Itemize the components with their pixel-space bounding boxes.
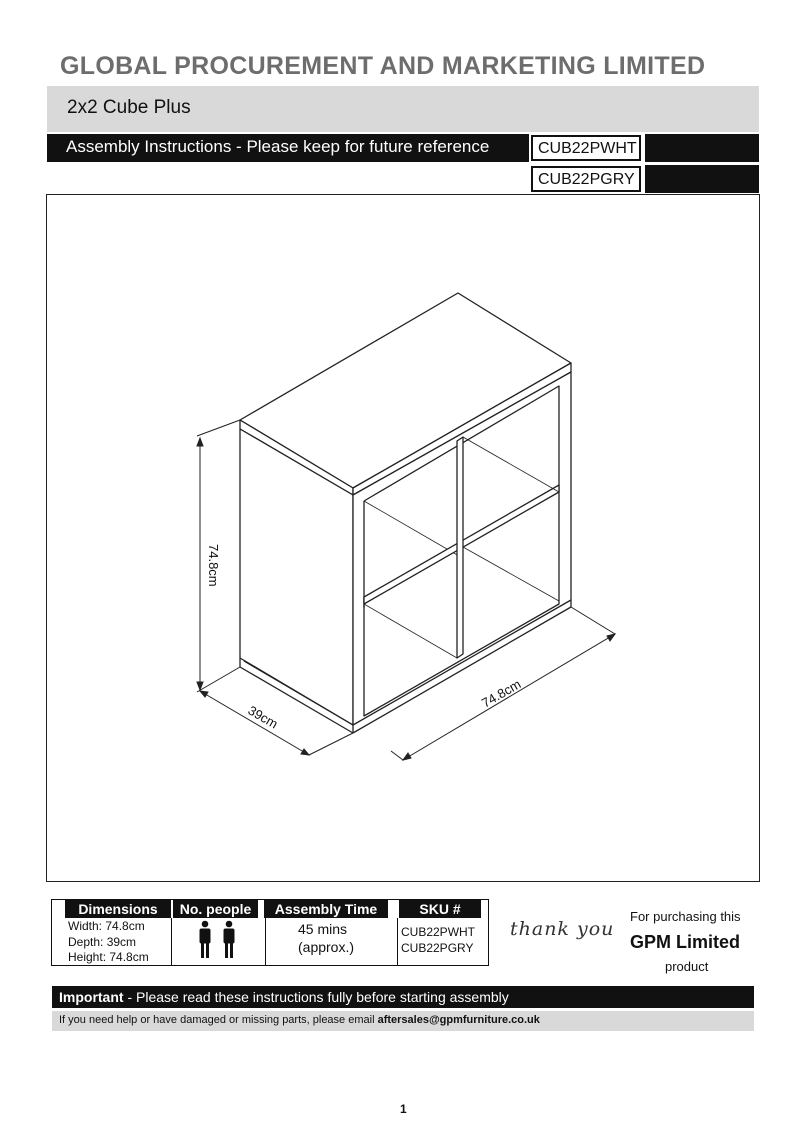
assembly-time-value: 45 mins — [298, 921, 348, 937]
sku-code-cell — [531, 166, 641, 192]
company-title: GLOBAL PROCUREMENT AND MARKETING LIMITED — [60, 52, 706, 80]
important-notice-bar — [52, 986, 754, 1008]
important-label: Important — [59, 989, 124, 1005]
sku-code-1: CUB22PWHT — [401, 925, 476, 939]
width-spec: Width: 74.8cm — [68, 919, 145, 933]
page-number: 1 — [400, 1102, 407, 1116]
purchase-text-product: product — [665, 959, 709, 974]
product-drawing-frame — [46, 194, 760, 882]
assembly-time-note: (approx.) — [298, 939, 355, 955]
help-text — [59, 1014, 540, 1026]
width-dimension-label: 74.8cm — [479, 676, 524, 711]
product-name: 2x2 Cube Plus — [67, 97, 191, 118]
product-name-bar — [47, 86, 759, 132]
purchase-text: For purchasing this — [630, 909, 741, 924]
important-text: - Please read these instructions fully before starting assembly — [123, 989, 509, 1005]
dimensions-header: Dimensions — [65, 900, 171, 918]
depth-spec: Depth: 39cm — [68, 935, 137, 949]
sku-header: SKU # — [399, 900, 481, 918]
depth-dimension-label: 39cm — [245, 702, 281, 732]
help-message: If you need help or have damaged or missing parts, please email — [59, 1014, 378, 1026]
specifications-table — [51, 899, 489, 966]
cube-unit-drawing — [47, 195, 761, 883]
important-notice — [59, 989, 509, 1005]
sku-blank-cell — [645, 134, 759, 162]
two-people-icon — [196, 920, 240, 960]
sku-code-cell — [531, 135, 641, 161]
sku-blank-cell — [645, 165, 759, 193]
people-header: No. people — [173, 900, 258, 918]
height-spec: Height: 74.8cm — [68, 950, 149, 964]
sku-code: CUB22PWHT — [538, 140, 637, 157]
help-email-link[interactable]: aftersales@gpmfurniture.co.uk — [377, 1014, 540, 1026]
assembly-time-header: Assembly Time — [264, 900, 388, 918]
help-bar — [52, 1011, 754, 1031]
height-dimension-label: 74.8cm — [206, 544, 221, 587]
instructions-text: Assembly Instructions - Please keep for future reference — [66, 137, 490, 156]
brand-name: GPM Limited — [630, 932, 741, 952]
sku-code-2: CUB22PGRY — [401, 941, 474, 955]
instructions-bar — [47, 134, 529, 162]
thank-you-script: thank you — [510, 918, 615, 940]
sku-code: CUB22PGRY — [538, 171, 635, 188]
